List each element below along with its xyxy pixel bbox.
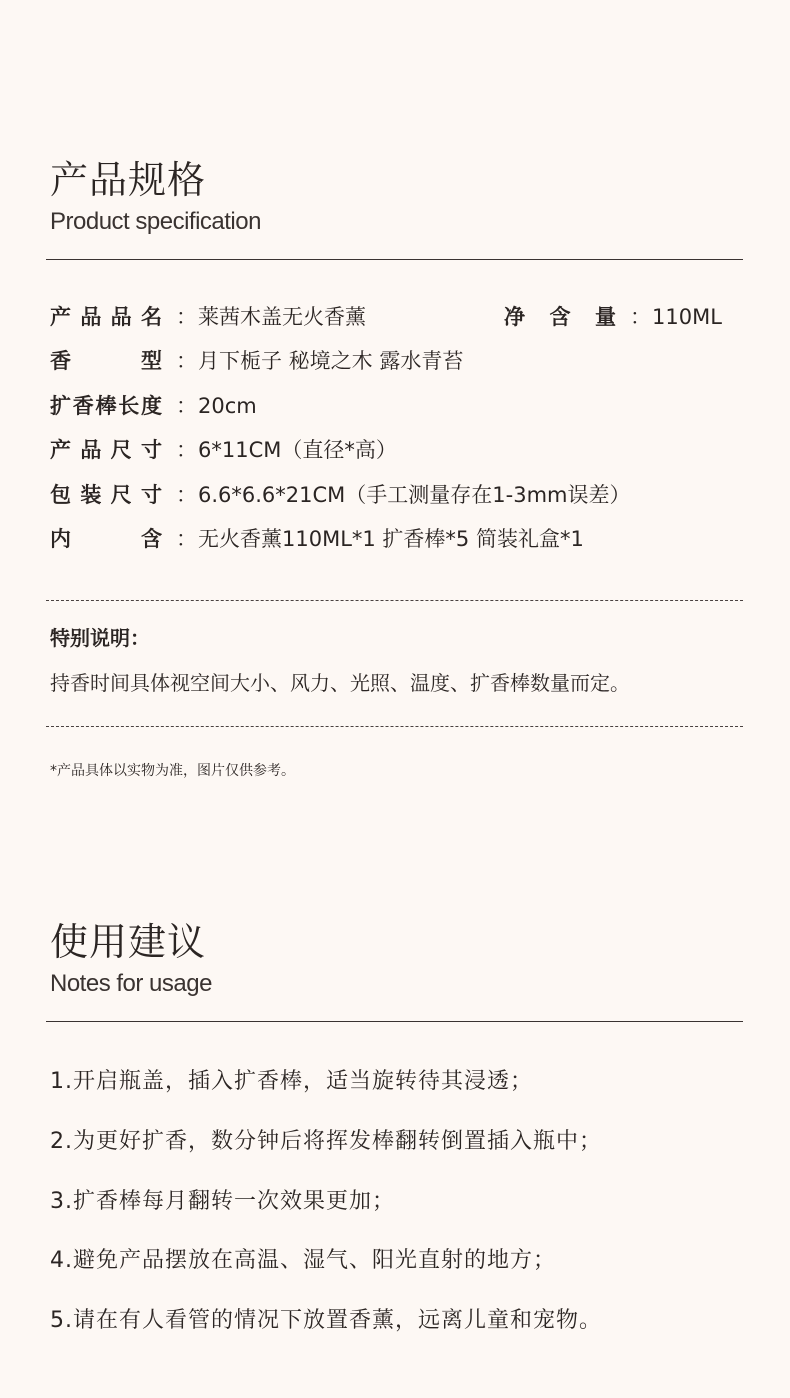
spec-label: 包装尺寸 — [50, 483, 162, 507]
spec-label: 产品品名 — [50, 305, 162, 329]
spec-row-scent — [50, 346, 740, 376]
spec-value: 6.6*6.6*21CM（手工测量存在1-3mm误差） — [198, 483, 631, 507]
spec-label: 内含 — [50, 527, 162, 551]
usage-item: 5.请在有人看管的情况下放置香薰，远离儿童和宠物。 — [50, 1308, 602, 1333]
spec-section-title: 产品规格 — [50, 158, 207, 202]
spec-colon: ： — [176, 438, 197, 462]
spec-row-package-size — [50, 480, 740, 510]
spec-value: 无火香薰110ML*1 扩香棒*5 简装礼盒*1 — [198, 527, 584, 551]
spec-value: 月下栀子 秘境之木 露水青苔 — [198, 349, 464, 373]
spec-value: 20cm — [198, 394, 257, 418]
spec-colon: ： — [630, 305, 651, 329]
spec-value: 6*11CM（直径*高） — [198, 438, 397, 462]
usage-section-title: 使用建议 — [50, 920, 207, 964]
spec-label: 扩香棒长度 — [50, 394, 162, 418]
spec-section-subtitle: Product specification — [50, 208, 261, 235]
net-content-label: 净含量 — [504, 305, 616, 329]
spec-colon: ： — [176, 349, 197, 373]
dashed-divider — [46, 726, 743, 727]
spec-row-reed-length — [50, 391, 740, 421]
usage-divider — [46, 1021, 743, 1022]
usage-item: 2.为更好扩香，数分钟后将挥发棒翻转倒置插入瓶中； — [50, 1129, 602, 1154]
usage-item: 1.开启瓶盖，插入扩香棒，适当旋转待其浸透； — [50, 1069, 533, 1094]
spec-divider — [46, 259, 743, 260]
usage-section-subtitle: Notes for usage — [50, 970, 212, 997]
dashed-divider — [46, 600, 743, 601]
disclaimer-text: *产品具体以实物为准，图片仅供参考。 — [50, 763, 295, 779]
spec-colon: ： — [176, 305, 197, 329]
spec-colon: ： — [176, 527, 197, 551]
spec-colon: ： — [176, 394, 197, 418]
spec-label: 香型 — [50, 349, 162, 373]
special-note-text: 持香时间具体视空间大小、风力、光照、温度、扩香棒数量而定。 — [50, 671, 630, 695]
spec-row-product-name — [50, 302, 740, 332]
spec-colon: ： — [176, 483, 197, 507]
spec-row-product-size — [50, 435, 740, 465]
usage-item: 4.避免产品摆放在高温、湿气、阳光直射的地方； — [50, 1248, 556, 1273]
usage-item: 3.扩香棒每月翻转一次效果更加； — [50, 1189, 395, 1214]
spec-row-contents — [50, 524, 740, 554]
special-note-title: 特别说明： — [50, 626, 150, 650]
spec-value: 莱茜木盖无火香薰 — [198, 305, 366, 329]
spec-label: 产品尺寸 — [50, 438, 162, 462]
net-content-value: 110ML — [652, 305, 722, 329]
